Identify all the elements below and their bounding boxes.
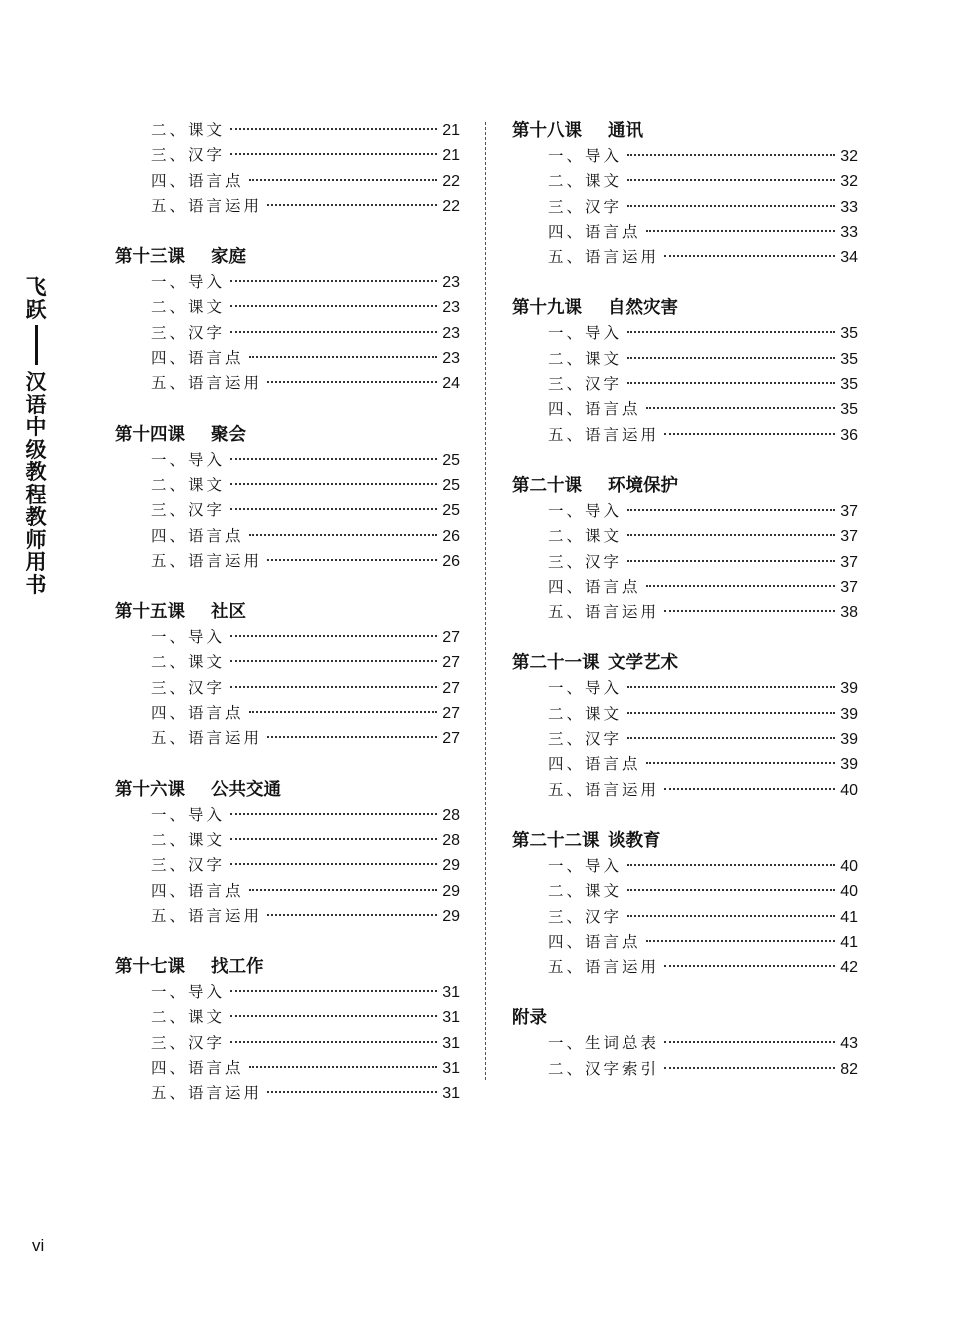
dot-leader	[230, 508, 437, 510]
dot-leader	[627, 154, 835, 156]
entry-label: 一、导入	[151, 983, 226, 1002]
toc-entry[interactable]	[115, 321, 460, 346]
entry-page-number: 37	[840, 502, 858, 520]
lesson-number: 第十六课	[115, 779, 185, 800]
toc-entry[interactable]	[115, 448, 460, 473]
dot-leader	[267, 914, 437, 916]
entry-label: 二、课文	[151, 121, 226, 139]
entry-label: 五、语言运用	[151, 196, 263, 215]
entry-label: 一、导入	[548, 501, 623, 520]
dot-leader	[267, 736, 437, 738]
lesson-title: 文学艺术	[608, 653, 678, 674]
lesson-number: 附录	[512, 1008, 547, 1029]
toc-entry[interactable]	[115, 1031, 460, 1056]
lesson-title: 家庭	[211, 247, 246, 268]
toc-entry[interactable]	[115, 828, 460, 853]
entry-page-number: 31	[442, 984, 460, 1002]
toc-entry[interactable]	[115, 498, 460, 523]
dot-leader	[230, 990, 437, 992]
dot-leader	[230, 838, 437, 840]
dot-leader	[627, 357, 835, 359]
title-char: 用	[25, 550, 47, 574]
entry-page-number: 28	[442, 831, 460, 849]
entry-page-number: 35	[840, 325, 858, 343]
toc-entry[interactable]	[512, 499, 858, 524]
entry-label: 四、语言点	[151, 1059, 244, 1078]
lesson-heading[interactable]	[115, 599, 460, 625]
entry-page-number: 23	[442, 324, 460, 342]
entry-label: 五、语言运用	[151, 1084, 263, 1103]
lesson-title: 环境保护	[608, 475, 678, 496]
dot-leader	[664, 255, 835, 257]
entry-page-number: 31	[442, 1060, 460, 1078]
dot-leader	[627, 712, 835, 714]
entry-label: 一、导入	[151, 450, 226, 469]
lesson-number: 第二十一课	[512, 653, 600, 674]
lesson-title: 找工作	[211, 957, 264, 978]
lesson-continuation	[115, 118, 460, 219]
title-char: 中	[25, 415, 47, 439]
lesson-number: 第十八课	[512, 121, 582, 141]
title-char: 跃	[25, 297, 47, 322]
entry-page-number: 41	[840, 908, 858, 926]
toc-entry[interactable]	[115, 1056, 460, 1081]
toc-entry[interactable]	[115, 980, 460, 1005]
toc-entry[interactable]	[512, 727, 858, 752]
toc-entry[interactable]	[115, 625, 460, 650]
entry-page-number: 37	[840, 553, 858, 571]
dot-leader	[230, 660, 437, 662]
entry-label: 三、汉字	[548, 552, 623, 571]
entry-page-number: 35	[840, 401, 858, 419]
lesson-heading[interactable]	[512, 1005, 858, 1031]
entry-page-number: 33	[840, 223, 858, 241]
dot-leader	[664, 610, 835, 612]
entry-label: 五、语言运用	[548, 780, 660, 799]
dot-leader	[267, 381, 437, 383]
entry-label: 一、导入	[151, 805, 226, 824]
lesson-heading[interactable]	[512, 118, 858, 144]
toc-entry[interactable]	[115, 524, 460, 549]
entry-label: 四、语言点	[548, 755, 641, 774]
toc-entry[interactable]	[115, 676, 460, 701]
entry-label: 四、语言点	[548, 577, 641, 596]
toc-entry[interactable]	[512, 905, 858, 930]
toc-entry[interactable]	[115, 194, 460, 219]
toc-entry[interactable]	[115, 853, 460, 878]
entry-page-number: 25	[442, 476, 460, 494]
lesson-heading[interactable]	[115, 244, 460, 270]
toc-entry[interactable]	[512, 600, 858, 625]
entry-page-number: 39	[840, 731, 858, 749]
entry-label: 五、语言运用	[151, 906, 263, 925]
entry-page-number: 23	[442, 274, 460, 292]
entry-page-number: 27	[442, 679, 460, 697]
dot-leader	[249, 1066, 437, 1068]
entry-label: 一、导入	[151, 273, 226, 292]
entry-page-number: 26	[442, 527, 460, 545]
lesson-section	[512, 448, 858, 625]
dot-leader	[249, 356, 437, 358]
entry-label: 三、汉字	[548, 907, 623, 926]
toc-entry[interactable]	[512, 676, 858, 701]
entry-page-number: 41	[840, 933, 858, 951]
entry-label: 四、语言点	[548, 932, 641, 951]
entry-page-number: 38	[840, 604, 858, 622]
entry-page-number: 33	[840, 198, 858, 216]
lesson-title: 谈教育	[608, 830, 661, 851]
toc-entry[interactable]	[512, 245, 858, 270]
dot-leader	[230, 128, 437, 130]
entry-label: 二、课文	[548, 882, 623, 901]
entry-label: 一、导入	[151, 628, 226, 647]
dot-leader	[627, 534, 835, 536]
entry-page-number: 28	[442, 806, 460, 824]
toc-left-column	[115, 118, 460, 1107]
lesson-section	[115, 574, 460, 751]
entry-label: 五、语言运用	[548, 958, 660, 977]
toc-entry[interactable]	[512, 854, 858, 879]
lesson-heading[interactable]	[512, 295, 858, 321]
lesson-section	[512, 118, 858, 270]
entry-page-number: 40	[840, 781, 858, 799]
dot-leader	[267, 1091, 437, 1093]
lesson-section	[115, 929, 460, 1106]
title-dash	[35, 325, 38, 365]
entry-page-number: 35	[840, 376, 858, 394]
toc-entry[interactable]	[512, 955, 858, 980]
entry-page-number: 29	[442, 882, 460, 900]
toc-entry[interactable]	[115, 295, 460, 320]
dot-leader	[230, 483, 437, 485]
dot-leader	[664, 788, 835, 790]
toc-entry[interactable]	[512, 423, 858, 448]
entry-page-number: 39	[840, 680, 858, 698]
toc-entry[interactable]	[512, 1031, 858, 1056]
toc-entry[interactable]	[512, 575, 858, 600]
lesson-title: 自然灾害	[608, 298, 678, 319]
dot-leader	[249, 534, 437, 536]
entry-label: 一、生词总表	[548, 1034, 660, 1053]
entry-label: 五、语言运用	[548, 425, 660, 444]
dot-leader	[664, 965, 835, 967]
entry-page-number: 37	[840, 528, 858, 546]
entry-label: 二、课文	[548, 704, 623, 723]
title-char: 级	[25, 437, 47, 462]
toc-entry[interactable]	[512, 144, 858, 169]
entry-page-number: 29	[442, 857, 460, 875]
toc-entry[interactable]	[115, 1005, 460, 1030]
entry-label: 五、语言运用	[548, 603, 660, 622]
toc-entry[interactable]	[512, 220, 858, 245]
entry-page-number: 40	[840, 857, 858, 875]
entry-label: 三、汉字	[151, 856, 226, 875]
toc-right-column	[512, 118, 858, 1082]
entry-label: 三、汉字	[151, 678, 226, 697]
dot-leader	[646, 762, 835, 764]
entry-label: 三、汉字	[151, 146, 226, 165]
title-char: 程	[25, 482, 47, 507]
toc-entry[interactable]	[115, 169, 460, 194]
entry-label: 五、语言运用	[548, 248, 660, 267]
entry-label: 四、语言点	[548, 400, 641, 419]
entry-page-number: 21	[442, 122, 460, 139]
toc-entry[interactable]	[512, 702, 858, 727]
dot-leader	[664, 433, 835, 435]
dot-leader	[627, 205, 835, 207]
entry-page-number: 23	[442, 350, 460, 368]
toc-entry[interactable]	[115, 1081, 460, 1106]
lesson-section	[115, 752, 460, 929]
entry-page-number: 29	[442, 907, 460, 925]
lesson-number: 第十七课	[115, 957, 185, 978]
entry-page-number: 40	[840, 883, 858, 901]
lesson-section	[512, 625, 858, 802]
toc-entry[interactable]	[512, 524, 858, 549]
entry-label: 二、课文	[548, 527, 623, 546]
toc-entry[interactable]	[115, 650, 460, 675]
dot-leader	[249, 889, 437, 891]
entry-page-number: 37	[840, 578, 858, 596]
dot-leader	[230, 280, 437, 282]
dot-leader	[664, 1041, 835, 1043]
entry-label: 二、课文	[151, 830, 226, 849]
dot-leader	[664, 1067, 835, 1069]
title-char: 语	[25, 392, 47, 417]
entry-page-number: 34	[840, 249, 858, 267]
entry-page-number: 23	[442, 299, 460, 317]
dot-leader	[230, 813, 437, 815]
toc-entry[interactable]	[115, 118, 460, 143]
entry-label: 二、课文	[548, 172, 623, 191]
toc-entry[interactable]	[115, 879, 460, 904]
toc-entry[interactable]	[512, 778, 858, 803]
toc-entry[interactable]	[512, 752, 858, 777]
entry-label: 一、导入	[548, 679, 623, 698]
dot-leader	[627, 686, 835, 688]
dot-leader	[230, 635, 437, 637]
entry-label: 四、语言点	[548, 222, 641, 241]
entry-label: 五、语言运用	[151, 551, 263, 570]
lesson-heading[interactable]	[512, 828, 858, 854]
lesson-section	[115, 219, 460, 396]
dot-leader	[267, 204, 437, 206]
entry-page-number: 27	[442, 629, 460, 647]
toc-entry[interactable]	[115, 346, 460, 371]
toc-entry[interactable]	[115, 143, 460, 168]
entry-page-number: 42	[840, 959, 858, 977]
entry-label: 一、导入	[548, 856, 623, 875]
entry-page-number: 35	[840, 350, 858, 368]
toc-entry[interactable]	[512, 930, 858, 955]
lesson-number: 第十四课	[115, 424, 185, 445]
lesson-heading[interactable]	[115, 954, 460, 980]
entry-page-number: 43	[840, 1035, 858, 1053]
dot-leader	[646, 407, 835, 409]
title-char: 汉	[25, 370, 47, 394]
dot-leader	[646, 940, 835, 942]
entry-page-number: 21	[442, 147, 460, 165]
dot-leader	[627, 560, 835, 562]
entry-label: 四、语言点	[151, 526, 244, 545]
entry-label: 五、语言运用	[151, 729, 263, 748]
entry-label: 四、语言点	[151, 349, 244, 368]
entry-page-number: 32	[840, 148, 858, 165]
toc-entry[interactable]	[115, 549, 460, 574]
lesson-number: 第十三课	[115, 247, 185, 268]
lesson-heading[interactable]	[512, 473, 858, 499]
dot-leader	[230, 686, 437, 688]
lesson-title: 通讯	[608, 121, 643, 141]
dot-leader	[627, 382, 835, 384]
entry-page-number: 31	[442, 1034, 460, 1052]
entry-page-number: 24	[442, 375, 460, 393]
dot-leader	[249, 179, 437, 181]
entry-label: 五、语言运用	[151, 374, 263, 393]
dot-leader	[627, 509, 835, 511]
entry-label: 三、汉字	[548, 375, 623, 394]
dot-leader	[627, 864, 835, 866]
dot-leader	[267, 559, 437, 561]
dot-leader	[627, 889, 835, 891]
entry-page-number: 27	[442, 654, 460, 672]
entry-label: 二、汉字索引	[548, 1059, 660, 1078]
lesson-title: 聚会	[211, 424, 246, 445]
dot-leader	[627, 331, 835, 333]
book-title-vertical	[22, 276, 50, 596]
entry-label: 二、课文	[151, 1008, 226, 1027]
title-char: 师	[25, 527, 47, 552]
dot-leader	[627, 915, 835, 917]
entry-page-number: 25	[442, 451, 460, 469]
title-char: 教	[25, 460, 47, 484]
column-divider	[485, 122, 486, 1080]
entry-label: 三、汉字	[548, 197, 623, 216]
entry-label: 三、汉字	[151, 323, 226, 342]
toc-entry[interactable]	[115, 473, 460, 498]
entry-page-number: 26	[442, 552, 460, 570]
entry-label: 四、语言点	[151, 704, 244, 723]
lesson-heading[interactable]	[512, 650, 858, 676]
title-char: 教	[25, 505, 47, 529]
dot-leader	[230, 458, 437, 460]
toc-entry[interactable]	[512, 169, 858, 194]
toc-entry[interactable]	[512, 347, 858, 372]
dot-leader	[646, 585, 835, 587]
lesson-number: 第二十二课	[512, 830, 600, 851]
dot-leader	[230, 1015, 437, 1017]
dot-leader	[627, 737, 835, 739]
entry-label: 三、汉字	[151, 501, 226, 520]
entry-label: 一、导入	[548, 147, 623, 165]
entry-label: 二、课文	[151, 298, 226, 317]
entry-page-number: 39	[840, 705, 858, 723]
entry-label: 四、语言点	[151, 881, 244, 900]
lesson-title: 社区	[211, 602, 246, 623]
entry-page-number: 22	[442, 172, 460, 190]
lesson-heading[interactable]	[115, 777, 460, 803]
entry-page-number: 36	[840, 426, 858, 444]
lesson-number: 第十五课	[115, 602, 185, 623]
toc-entry[interactable]	[512, 1057, 858, 1082]
entry-label: 三、汉字	[151, 1033, 226, 1052]
toc-entry[interactable]	[115, 803, 460, 828]
dot-leader	[230, 1041, 437, 1043]
page-number: vi	[32, 1236, 45, 1255]
lesson-section	[115, 397, 460, 574]
dot-leader	[627, 179, 835, 181]
entry-page-number: 22	[442, 197, 460, 215]
title-char: 书	[25, 572, 47, 597]
entry-label: 二、课文	[548, 349, 623, 368]
title-char: 飞	[25, 275, 47, 299]
entry-label: 一、导入	[548, 324, 623, 343]
entry-label: 三、汉字	[548, 730, 623, 749]
toc-entry[interactable]	[115, 904, 460, 929]
lesson-heading[interactable]	[115, 422, 460, 448]
entry-page-number: 39	[840, 756, 858, 774]
dot-leader	[646, 230, 835, 232]
entry-page-number: 31	[442, 1009, 460, 1027]
entry-page-number: 25	[442, 502, 460, 520]
lesson-section	[512, 270, 858, 447]
entry-page-number: 82	[840, 1060, 858, 1078]
dot-leader	[230, 863, 437, 865]
entry-label: 二、课文	[151, 653, 226, 672]
lesson-section	[512, 980, 858, 1082]
entry-page-number: 27	[442, 705, 460, 723]
lesson-number: 第十九课	[512, 298, 582, 319]
dot-leader	[230, 305, 437, 307]
dot-leader	[230, 331, 437, 333]
lesson-section	[512, 803, 858, 980]
toc-entry[interactable]	[115, 270, 460, 295]
entry-page-number: 27	[442, 730, 460, 748]
entry-label: 四、语言点	[151, 171, 244, 190]
entry-page-number: 31	[442, 1085, 460, 1103]
lesson-number: 第二十课	[512, 475, 582, 496]
toc-entry[interactable]	[115, 701, 460, 726]
toc-entry[interactable]	[512, 321, 858, 346]
dot-leader	[249, 711, 437, 713]
toc-entry[interactable]	[512, 195, 858, 220]
entry-label: 二、课文	[151, 475, 226, 494]
lesson-title: 公共交通	[211, 779, 281, 800]
entry-page-number: 32	[840, 173, 858, 191]
toc-entry[interactable]	[512, 879, 858, 904]
toc-entry[interactable]	[512, 550, 858, 575]
toc-entry[interactable]	[115, 371, 460, 396]
toc-entry[interactable]	[512, 372, 858, 397]
dot-leader	[230, 153, 437, 155]
toc-entry[interactable]	[512, 397, 858, 422]
toc-entry[interactable]	[115, 726, 460, 751]
